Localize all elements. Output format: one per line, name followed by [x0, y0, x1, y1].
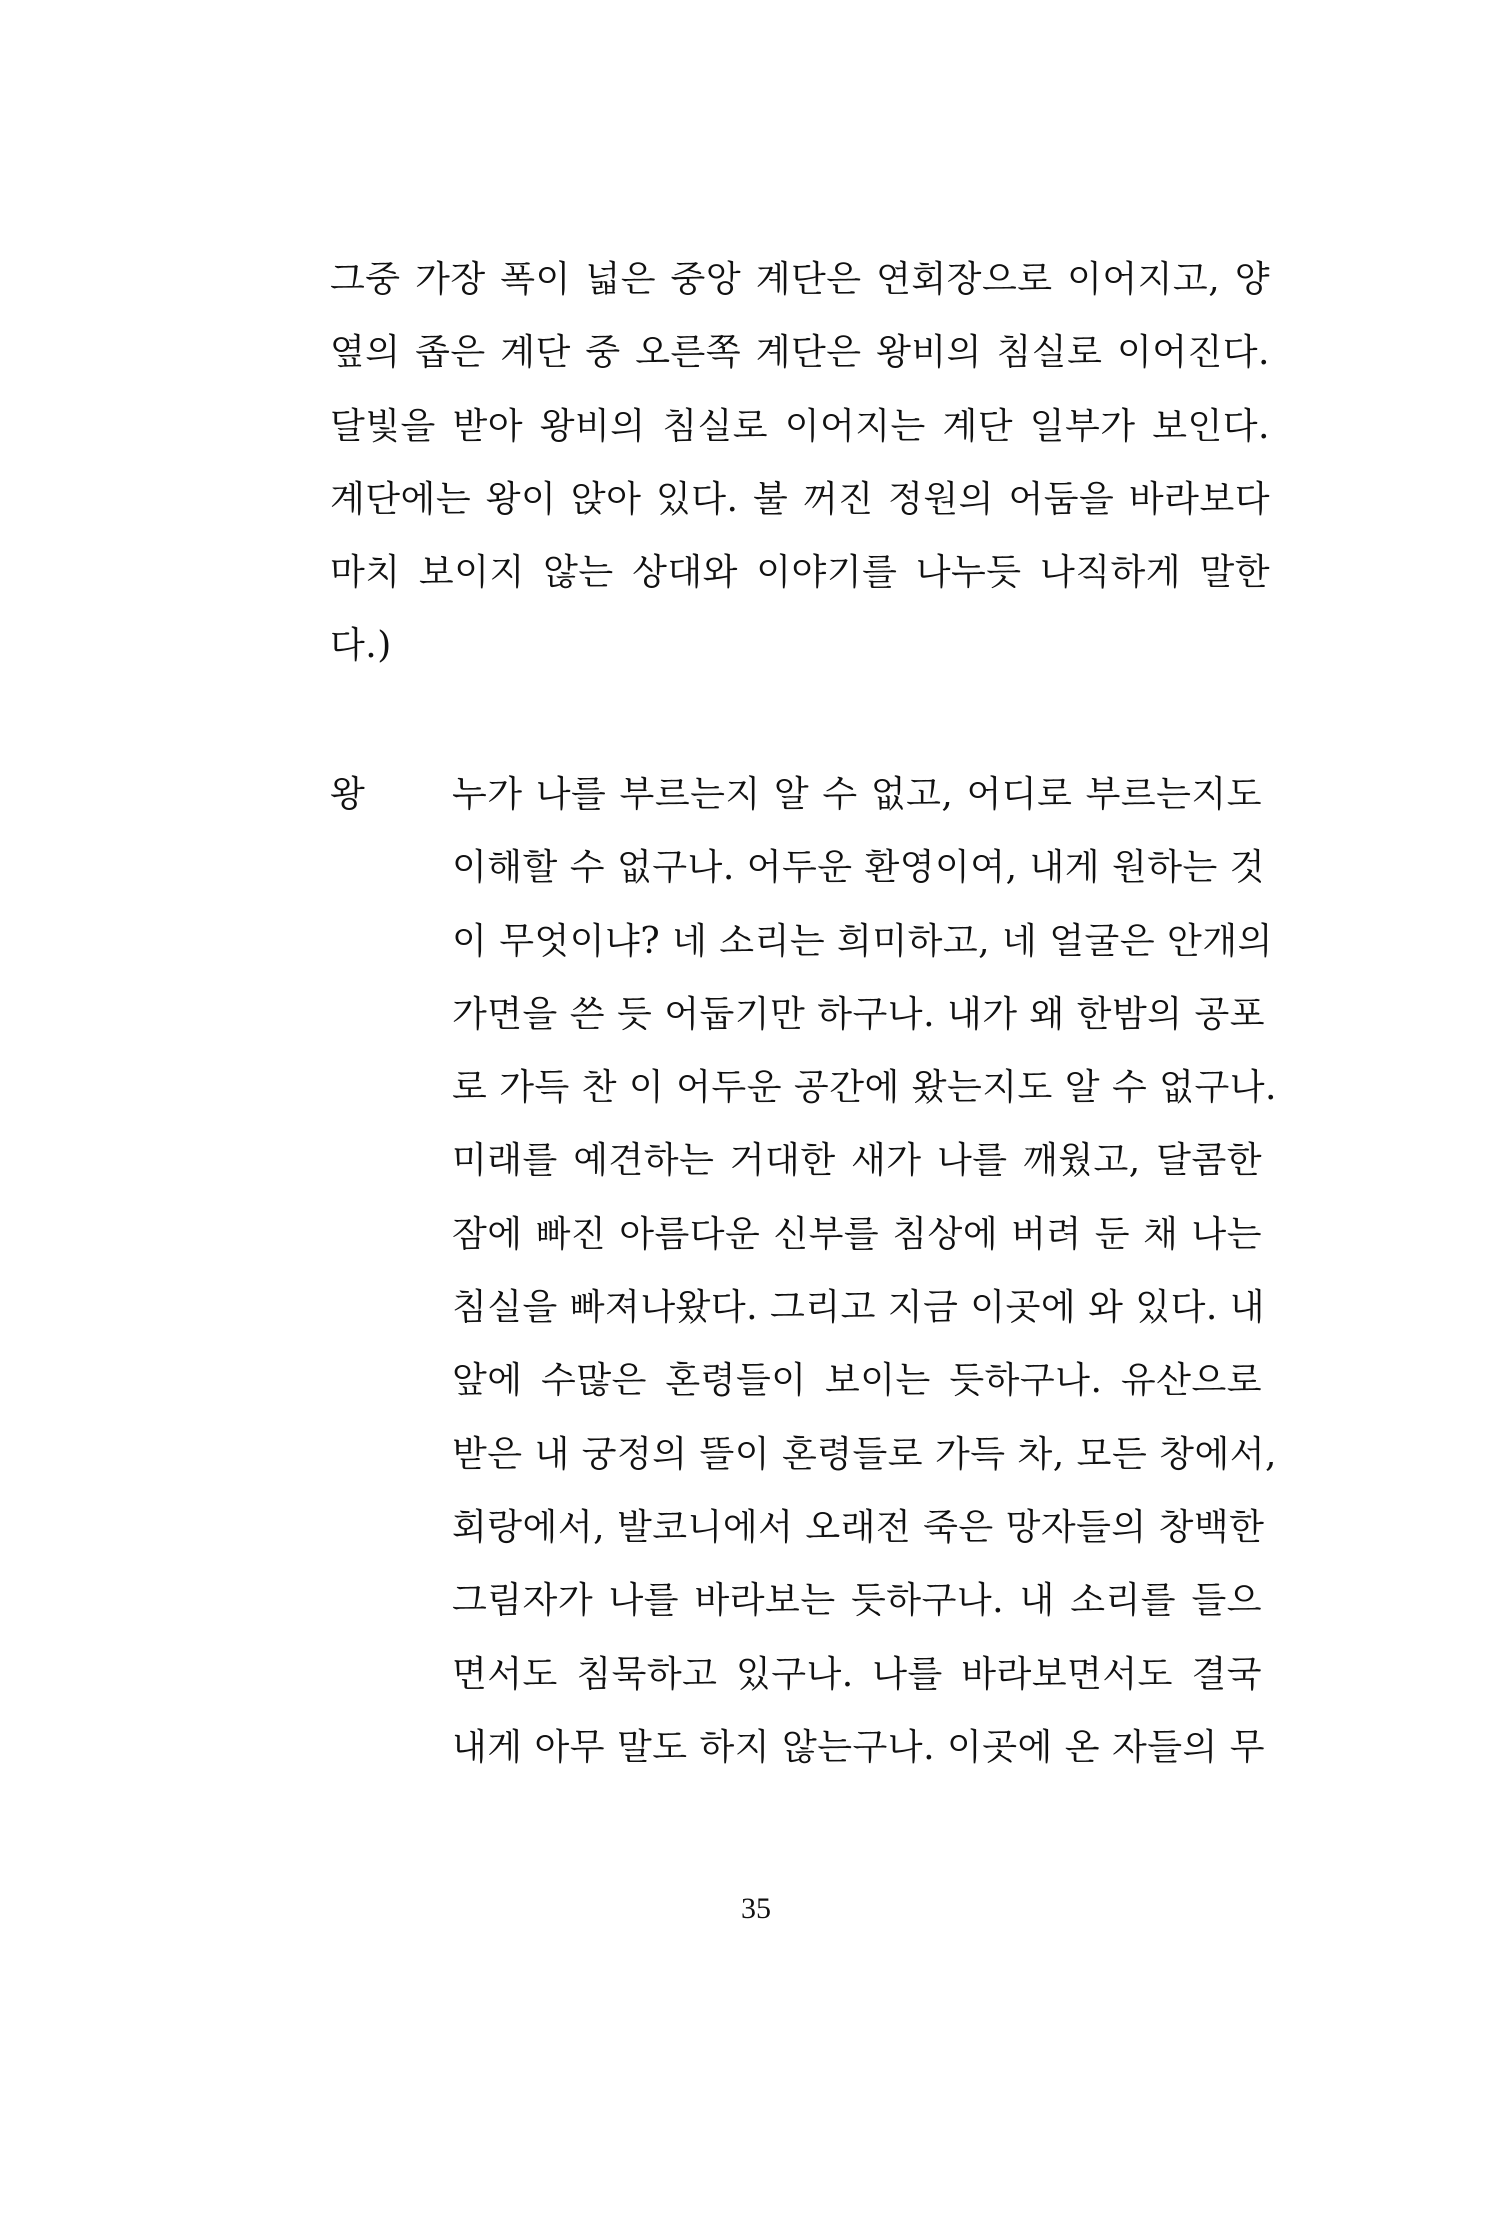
text-line: 잠에 빠진 아름다운 신부를 침상에 버려 둔 채 나는: [452, 1213, 1262, 1255]
text-line: 받은 내 궁정의 뜰이 혼령들로 가득 차, 모든 창에서,: [452, 1433, 1277, 1475]
text-line: 가면을 쓴 듯 어둡기만 하구나. 내가 왜 한밤의 공포: [452, 993, 1266, 1035]
stage-direction: [330, 255, 1270, 695]
text-line: 내게 아무 말도 하지 않는구나. 이곳에 온 자들의 무: [452, 1726, 1266, 1768]
text-line: 달빛을 받아 왕비의 침실로 이어지는 계단 일부가 보인다.: [330, 405, 1270, 447]
text-line: 누가 나를 부르는지 알 수 없고, 어디로 부르는지도: [452, 774, 1262, 815]
page-number: 35: [741, 1892, 771, 1925]
text-line: 면서도 침묵하고 있구나. 나를 바라보면서도 결국: [452, 1653, 1262, 1695]
text-line: 침실을 빠져나왔다. 그리고 지금 이곳에 와 있다. 내: [452, 1287, 1266, 1329]
text-line: 이 무엇이냐? 네 소리는 희미하고, 네 얼굴은 안개의: [452, 920, 1273, 962]
text-line: 옆의 좁은 계단 중 오른쪽 계단은 왕비의 침실로 이어진다.: [330, 332, 1270, 374]
speech-text: [452, 770, 1277, 1796]
text-line: 앞에 수많은 혼령들이 보이는 듯하구나. 유산으로: [452, 1360, 1262, 1402]
text-line: 그림자가 나를 바라보는 듯하구나. 내 소리를 들으: [452, 1580, 1262, 1622]
text-line: 그중 가장 폭이 넓은 중앙 계단은 연회장으로 이어지고, 양: [330, 259, 1270, 300]
text-line: 이해할 수 없구나. 어두운 환영이여, 내게 원하는 것: [452, 847, 1266, 889]
text-line: 마치 보이지 않는 상대와 이야기를 나누듯 나직하게 말한: [330, 552, 1270, 594]
text-line: 다.): [330, 625, 392, 667]
speaker-name: 왕: [330, 774, 365, 815]
text-line: 계단에는 왕이 앉아 있다. 불 꺼진 정원의 어둠을 바라보다: [330, 478, 1270, 520]
text-line: 회랑에서, 발코니에서 오래전 죽은 망자들의 창백한: [452, 1506, 1265, 1548]
text-line: 미래를 예견하는 거대한 새가 나를 깨웠고, 달콤한: [452, 1140, 1262, 1182]
text-line: 로 가득 찬 이 어두운 공간에 왔는지도 알 수 없구나.: [452, 1067, 1277, 1109]
